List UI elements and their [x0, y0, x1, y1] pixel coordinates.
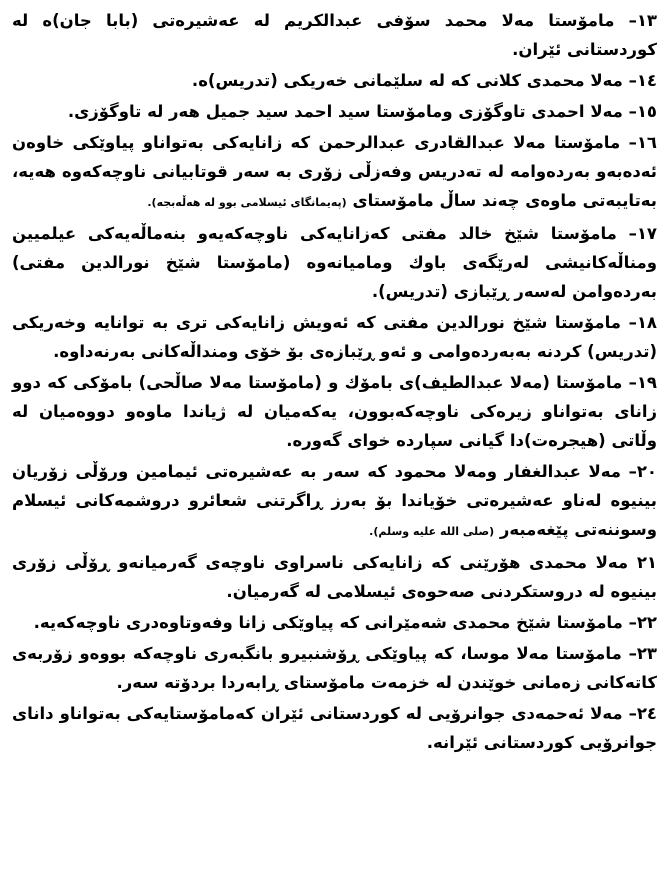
- entry-text: مامۆستا مەلا موسا، كە پیاوێكی ڕۆشنبیرو بانگبەری ناوچەكە بووەو زۆربەی كاتەكانی زەمانی خوێندن لە خزمەت مامۆستای ڕابەردا بردۆتە سەر.: [12, 644, 657, 692]
- document-page: [12, 6, 657, 877]
- entry-text: مامۆستا شێخ محمدی شەمێرانی كە پیاوێكی زانا وفەوتاوەدری ناوچەكەیە.: [33, 613, 623, 632]
- entry-24: [12, 699, 657, 757]
- entry-text: مامۆستا مەلا عبدالقادری عبدالرحمن كە زانایەكی بەتواناو پیاوێكی خاوەن ئەدەبەو بەردەوامە لە تەدریس وفەزڵی زۆری بە سەر قوتابیانی ناوچەكەوە هەیە، بەتایبەتی ماوەی چەند ساڵ مامۆستای: [12, 133, 657, 210]
- entry-20: [12, 457, 657, 546]
- entry-13: [12, 6, 657, 64]
- entry-number: ٢٢–: [628, 613, 657, 632]
- entry-number: ٢٠–: [628, 462, 657, 481]
- entry-text: مەلا محمدی هۆرێنی كە زانایەكی ناسراوی ناوچەی گەرمیانەو ڕۆڵی زۆری بینیوە لە دروستكردنی صەحوەی ئیسلامی لە گەرمیان.: [12, 553, 657, 601]
- entry-16: [12, 128, 657, 217]
- entry-text: مەلا ئەحمەدی جوانرۆیی لە كوردستانی ئێران كەمامۆستایەكی بەتواناو دانای جوانرۆیی كوردستانی ئێرانە.: [12, 704, 657, 752]
- entry-19: [12, 368, 657, 455]
- entry-text: مەلا محمدی كلانی كە لە سلێمانی خەریكی (تدريس)ە.: [191, 71, 623, 90]
- entry-number: ٢٤–: [628, 704, 657, 723]
- entry-number: ٢١: [636, 553, 657, 572]
- entry-number: ١٩–: [628, 373, 657, 392]
- entry-18: [12, 308, 657, 366]
- entry-number: ١٥–: [628, 102, 657, 121]
- entry-14: [12, 66, 657, 95]
- entry-small-note: (پەیمانگای ئیسلامی بوو لە هەڵەبجە).: [147, 196, 347, 209]
- entry-text: مەلا احمدی تاوگۆزی ومامۆستا سید احمد سید جمیل هەر لە تاوگۆزی.: [67, 102, 623, 121]
- entry-23: [12, 639, 657, 697]
- entry-number: ٢٣–: [628, 644, 657, 663]
- entry-number: ١٤–: [628, 71, 657, 90]
- entry-15: [12, 97, 657, 126]
- entry-17: [12, 219, 657, 306]
- entry-21: [12, 548, 657, 606]
- entry-number: ١٨–: [628, 313, 657, 332]
- entry-22: [12, 608, 657, 637]
- entry-text: مەلا عبدالغفار ومەلا محمود كە سەر بە عەشیرەتی ئیمامین ورۆڵی زۆریان بینیوە لەناو عەشیرەتی خۆیاندا بۆ بەرز ڕاگرتنی شعائرو دروشمەكانی ئیسلام وسوننەتی پێغەمبەر: [12, 462, 657, 539]
- entry-number: ١٣–: [628, 11, 657, 30]
- entry-number: ١٧–: [628, 224, 657, 243]
- entry-small-note: (صلى الله عليه وسلم).: [369, 525, 495, 538]
- entry-number: ١٦–: [628, 133, 657, 152]
- entry-text: مامۆستا مەلا محمد سۆفی عبدالكريم لە عەشیرەتی (بابا جان)ە لە كوردستانی ئێران.: [12, 11, 657, 59]
- entry-text: مامۆستا شێخ نورالدين مفتی كە ئەویش زانایەكی تری بە توانایە وخەریكی (تدريس) كردنە بەبەردەوامی و ئەو ڕێبازەی بۆ خۆی ومنداڵەكانی بەرنەداوە.: [12, 313, 657, 361]
- entry-text: مامۆستا شێخ خالد مفتی كەزانایەكی ناوچەكەیەو بنەماڵەیەكی عیلمیین ومناڵەكانیشی لەرێگەی باوك ومامیانەوە (مامۆستا شێخ نورالدين مفتی) بەردەوامن لەسەر ڕێبازی (تدريس).: [12, 224, 657, 301]
- entry-text: مامۆستا (مەلا عبدالطيف)ی بامۆك و (مامۆستا مەلا صاڵحی) بامۆكی كە دوو زانای بەتواناو زیرەكی ناوچەكەبوون، یەكەمیان لە ژیاندا ماوەو دووەمیان لە وڵاتی (هیجرەت)دا گیانی سپاردە خوای گەورە.: [12, 373, 657, 450]
